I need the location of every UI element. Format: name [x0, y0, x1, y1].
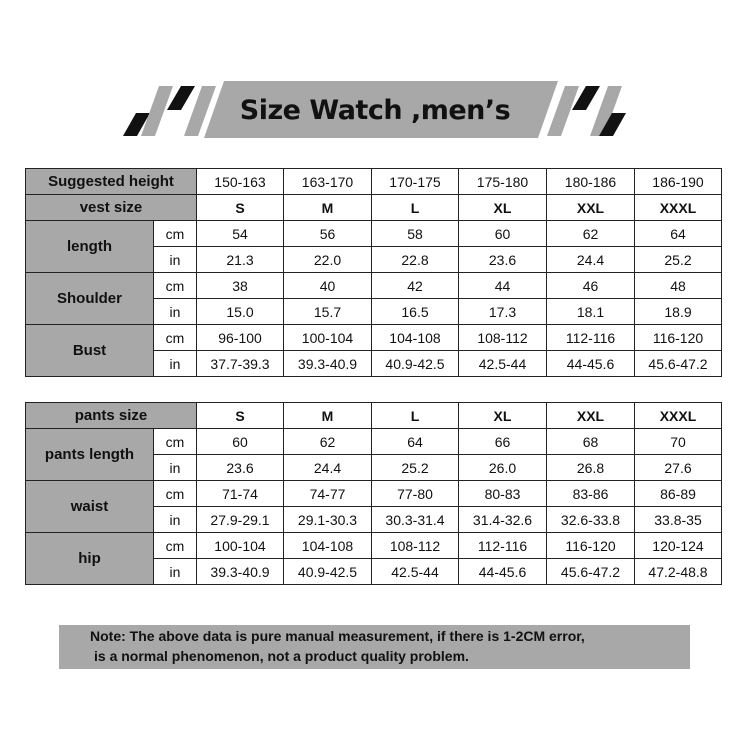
value-cell: 62 [547, 221, 635, 247]
value-cell: 31.4-32.6 [459, 507, 547, 533]
value-cell: 116-120 [547, 533, 635, 559]
unit-cell: cm [154, 221, 197, 247]
value-cell: 96-100 [197, 325, 284, 351]
size-cell: M [284, 403, 372, 429]
measure-row-cm [26, 481, 722, 507]
top-size-table [25, 168, 722, 377]
value-cell: 18.9 [635, 299, 722, 325]
value-cell: 16.5 [372, 299, 459, 325]
value-cell: 27.9-29.1 [197, 507, 284, 533]
measure-row-cm [26, 273, 722, 299]
value-cell: 47.2-48.8 [635, 559, 722, 585]
value-cell: 27.6 [635, 455, 722, 481]
left-stripe-gray-1 [141, 86, 173, 136]
height-cell: 150-163 [197, 169, 284, 195]
value-cell: 60 [197, 429, 284, 455]
size-cell: XXXL [635, 195, 722, 221]
value-cell: 17.3 [459, 299, 547, 325]
value-cell: 83-86 [547, 481, 635, 507]
value-cell: 116-120 [635, 325, 722, 351]
height-row [26, 169, 722, 195]
value-cell: 112-116 [547, 325, 635, 351]
size-cell: XXL [547, 403, 635, 429]
pants-size-label: pants size [26, 403, 197, 429]
value-cell: 44 [459, 273, 547, 299]
vest-size-row [26, 195, 722, 221]
unit-cell: in [154, 507, 197, 533]
value-cell: 25.2 [372, 455, 459, 481]
title-banner [0, 0, 750, 170]
measure-label: hip [26, 533, 154, 585]
unit-cell: in [154, 299, 197, 325]
value-cell: 86-89 [635, 481, 722, 507]
measure-label: length [26, 221, 154, 273]
value-cell: 74-77 [284, 481, 372, 507]
unit-cell: in [154, 559, 197, 585]
value-cell: 42 [372, 273, 459, 299]
measure-label: Shoulder [26, 273, 154, 325]
value-cell: 44-45.6 [459, 559, 547, 585]
value-cell: 18.1 [547, 299, 635, 325]
pants-size-row [26, 403, 722, 429]
banner-title: Size Watch ,men’s [239, 94, 511, 126]
value-cell: 42.5-44 [372, 559, 459, 585]
value-cell: 22.0 [284, 247, 372, 273]
size-cell: L [372, 195, 459, 221]
size-cell: XXL [547, 195, 635, 221]
measure-row-cm [26, 429, 722, 455]
size-cell: XL [459, 403, 547, 429]
value-cell: 64 [635, 221, 722, 247]
value-cell: 120-124 [635, 533, 722, 559]
measure-label: waist [26, 481, 154, 533]
value-cell: 68 [547, 429, 635, 455]
unit-cell: cm [154, 429, 197, 455]
value-cell: 104-108 [372, 325, 459, 351]
note-line-2: is a normal phenomenon, not a product quality problem. [94, 648, 469, 664]
value-cell: 40 [284, 273, 372, 299]
suggested-height-label: Suggested height [26, 169, 197, 195]
measure-row-cm [26, 325, 722, 351]
value-cell: 39.3-40.9 [197, 559, 284, 585]
value-cell: 40.9-42.5 [284, 559, 372, 585]
unit-cell: cm [154, 481, 197, 507]
value-cell: 66 [459, 429, 547, 455]
bottom-size-table [25, 402, 722, 585]
value-cell: 21.3 [197, 247, 284, 273]
height-cell: 180-186 [547, 169, 635, 195]
value-cell: 108-112 [372, 533, 459, 559]
vest-size-label: vest size [26, 195, 197, 221]
value-cell: 108-112 [459, 325, 547, 351]
value-cell: 104-108 [284, 533, 372, 559]
height-cell: 175-180 [459, 169, 547, 195]
value-cell: 24.4 [284, 455, 372, 481]
size-cell: S [197, 195, 284, 221]
height-cell: 170-175 [372, 169, 459, 195]
value-cell: 80-83 [459, 481, 547, 507]
value-cell: 37.7-39.3 [197, 351, 284, 377]
value-cell: 32.6-33.8 [547, 507, 635, 533]
value-cell: 56 [284, 221, 372, 247]
value-cell: 39.3-40.9 [284, 351, 372, 377]
value-cell: 44-45.6 [547, 351, 635, 377]
value-cell: 26.0 [459, 455, 547, 481]
value-cell: 64 [372, 429, 459, 455]
size-cell: L [372, 403, 459, 429]
value-cell: 24.4 [547, 247, 635, 273]
value-cell: 26.8 [547, 455, 635, 481]
value-cell: 58 [372, 221, 459, 247]
size-cell: S [197, 403, 284, 429]
value-cell: 62 [284, 429, 372, 455]
banner-graphic [0, 0, 750, 170]
value-cell: 45.6-47.2 [635, 351, 722, 377]
value-cell: 33.8-35 [635, 507, 722, 533]
size-cell: M [284, 195, 372, 221]
value-cell: 60 [459, 221, 547, 247]
size-cell: XXXL [635, 403, 722, 429]
value-cell: 40.9-42.5 [372, 351, 459, 377]
note-line-1: Note: The above data is pure manual measurement, if there is 1-2CM error, [90, 628, 585, 644]
measure-row-cm [26, 221, 722, 247]
value-cell: 15.7 [284, 299, 372, 325]
unit-cell: in [154, 247, 197, 273]
value-cell: 22.8 [372, 247, 459, 273]
unit-cell: in [154, 455, 197, 481]
value-cell: 54 [197, 221, 284, 247]
value-cell: 48 [635, 273, 722, 299]
value-cell: 42.5-44 [459, 351, 547, 377]
value-cell: 23.6 [459, 247, 547, 273]
value-cell: 46 [547, 273, 635, 299]
value-cell: 38 [197, 273, 284, 299]
height-cell: 163-170 [284, 169, 372, 195]
unit-cell: in [154, 351, 197, 377]
value-cell: 100-104 [284, 325, 372, 351]
unit-cell: cm [154, 533, 197, 559]
unit-cell: cm [154, 325, 197, 351]
value-cell: 45.6-47.2 [547, 559, 635, 585]
measure-row-cm [26, 533, 722, 559]
value-cell: 100-104 [197, 533, 284, 559]
value-cell: 29.1-30.3 [284, 507, 372, 533]
measure-label: Bust [26, 325, 154, 377]
value-cell: 23.6 [197, 455, 284, 481]
value-cell: 77-80 [372, 481, 459, 507]
value-cell: 30.3-31.4 [372, 507, 459, 533]
measure-label: pants length [26, 429, 154, 481]
height-cell: 186-190 [635, 169, 722, 195]
value-cell: 71-74 [197, 481, 284, 507]
value-cell: 112-116 [459, 533, 547, 559]
value-cell: 15.0 [197, 299, 284, 325]
value-cell: 25.2 [635, 247, 722, 273]
unit-cell: cm [154, 273, 197, 299]
note-box [59, 625, 690, 669]
size-cell: XL [459, 195, 547, 221]
value-cell: 70 [635, 429, 722, 455]
